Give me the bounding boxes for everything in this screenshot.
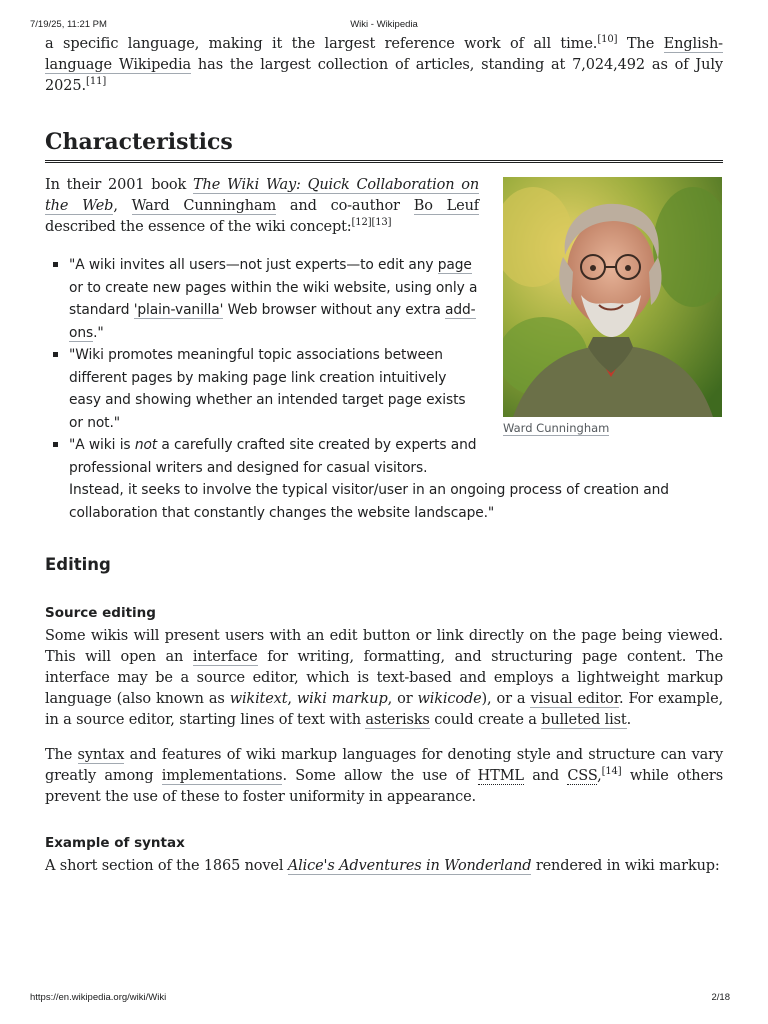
list-item	[45, 434, 723, 524]
source-editing-paragraph-1	[45, 626, 723, 731]
link-visual-editor[interactable]: visual editor	[530, 691, 619, 707]
body-text: The	[45, 747, 78, 763]
example-paragraph	[45, 856, 723, 877]
article-content	[45, 34, 723, 877]
link-css[interactable]: CSS	[567, 768, 598, 784]
quote-text: a carefully crafted site created by experts and professional writers and designed for casual visitors.	[69, 437, 477, 476]
lead-text: In their 2001 book	[45, 177, 193, 193]
link-syntax[interactable]: syntax	[77, 747, 125, 763]
references-12-13[interactable]	[352, 217, 392, 228]
body-text: ), or a	[481, 691, 531, 707]
novel-title: Alice's Adventures in Wonderland	[287, 858, 532, 874]
body-text: for writing, formatting, and structuring page content. The interface may be a source editor, which is text-based and employs a lightweight markup language (also known as	[45, 649, 723, 707]
heading-characteristics: Characteristics	[45, 128, 723, 163]
link-interface[interactable]: interface	[192, 649, 258, 665]
list-item	[45, 344, 481, 434]
link-implementations[interactable]: implementations	[161, 768, 283, 784]
body-text: rendered in wiki markup:	[531, 858, 720, 874]
quote-text: ."	[93, 324, 104, 341]
quote-text: "A wiki is	[69, 437, 135, 453]
term-wiki-markup: wiki markup	[296, 691, 388, 707]
body-text: , or	[387, 691, 418, 707]
reference-10[interactable]	[597, 34, 617, 45]
bullet-icon	[53, 442, 58, 447]
body-text: while others prevent the use of these to foster uniformity in appearance.	[45, 768, 723, 805]
link-english-wikipedia[interactable]: English-language Wikipedia	[45, 36, 723, 73]
characteristics-section	[45, 175, 723, 524]
body-text: Some wikis will present users with an edit button or link directly on the page being viewed. This will open an	[45, 628, 723, 665]
lead-text: described the essence of the wiki concept:	[45, 219, 352, 235]
body-text: ,	[287, 691, 297, 707]
source-editing-paragraph-2	[45, 745, 723, 808]
infobox-figure	[503, 177, 722, 439]
page-number: 2/18	[711, 992, 730, 1003]
print-page-title: Wiki - Wikipedia	[350, 19, 418, 30]
quote-emphasis: not	[134, 437, 158, 453]
book-title: The Wiki Way: Quick Collaboration on the Web	[45, 177, 480, 214]
link-ward-cunningham[interactable]: Ward Cunningham	[131, 198, 277, 214]
body-text: and features of wiki markup languages for denoting style and structure can vary greatly among	[45, 747, 723, 784]
body-text: ,	[597, 768, 602, 784]
heading-editing: Editing	[45, 555, 111, 574]
list-item	[45, 254, 481, 344]
body-text: could create a	[429, 712, 542, 728]
quote-first-lines	[69, 434, 479, 479]
term-wikicode: wikicode	[417, 691, 482, 707]
link-plain-vanilla[interactable]: 'plain-vanilla'	[133, 302, 224, 318]
link-add-ons[interactable]: add-ons	[69, 302, 476, 341]
quote-text: or to create new pages within the wiki website, using only a standard	[69, 279, 478, 318]
body-text: .	[626, 712, 632, 728]
bullet-icon	[53, 262, 58, 267]
reference-link[interactable]: [10]	[597, 34, 618, 46]
link-html[interactable]: HTML	[477, 768, 524, 784]
quote-text: Instead, it seeks to involve the typical visitor/user in an ongoing process of creation and collaboration that constantly changes the website landscape."	[69, 482, 669, 521]
term-wikitext: wikitext	[229, 691, 288, 707]
caption-text[interactable]: Ward Cunningham	[503, 421, 610, 435]
lead-text: and co-author	[276, 198, 414, 214]
heading-example-of-syntax: Example of syntax	[45, 835, 185, 851]
bullet-icon	[53, 352, 58, 357]
link-page[interactable]: page	[437, 257, 472, 273]
reference-11[interactable]	[86, 76, 106, 87]
lead-text: ,	[113, 198, 132, 214]
quote-text: "A wiki invites all users—not just experts—to edit any	[69, 257, 438, 273]
reference-link[interactable]: [12][13]	[351, 217, 392, 229]
body-text: and	[523, 768, 568, 784]
reference-link[interactable]: [11]	[86, 76, 107, 88]
link-bulleted-list[interactable]: bulleted list	[541, 712, 627, 728]
print-date: 7/19/25, 11:21 PM	[30, 19, 107, 30]
print-footer	[30, 992, 738, 1006]
reference-link[interactable]: [14]	[601, 766, 622, 778]
body-text: A short section of the 1865 novel	[45, 858, 288, 874]
intro-text: The	[617, 36, 664, 52]
quote-text: "Wiki promotes meaningful topic associations between different pages by making page link creation intuitively easy and showing whether an intended target page exists or not."	[69, 347, 466, 431]
intro-paragraph	[45, 34, 723, 97]
print-header	[30, 19, 738, 33]
link-alices-adventures[interactable]	[288, 858, 532, 875]
intro-text: a specific language, making it the largest reference work of all time.	[45, 36, 598, 52]
heading-source-editing: Source editing	[45, 605, 156, 621]
body-text: . For example, in a source editor, starting lines of text with	[45, 691, 724, 728]
characteristics-lead	[45, 175, 479, 238]
reference-14[interactable]	[602, 766, 622, 777]
ward-cunningham-photo[interactable]	[503, 177, 722, 417]
body-text: . Some allow the use of	[282, 768, 478, 784]
print-url: https://en.wikipedia.org/wiki/Wiki	[30, 992, 167, 1003]
quote-text: Web browser without any extra	[223, 302, 446, 318]
link-asterisks[interactable]: asterisks	[365, 712, 430, 728]
intro-text: has the largest collection of articles, standing at 7,024,492 as of July 2025.	[45, 57, 723, 94]
link-bo-leuf[interactable]: Bo Leuf	[413, 198, 479, 214]
